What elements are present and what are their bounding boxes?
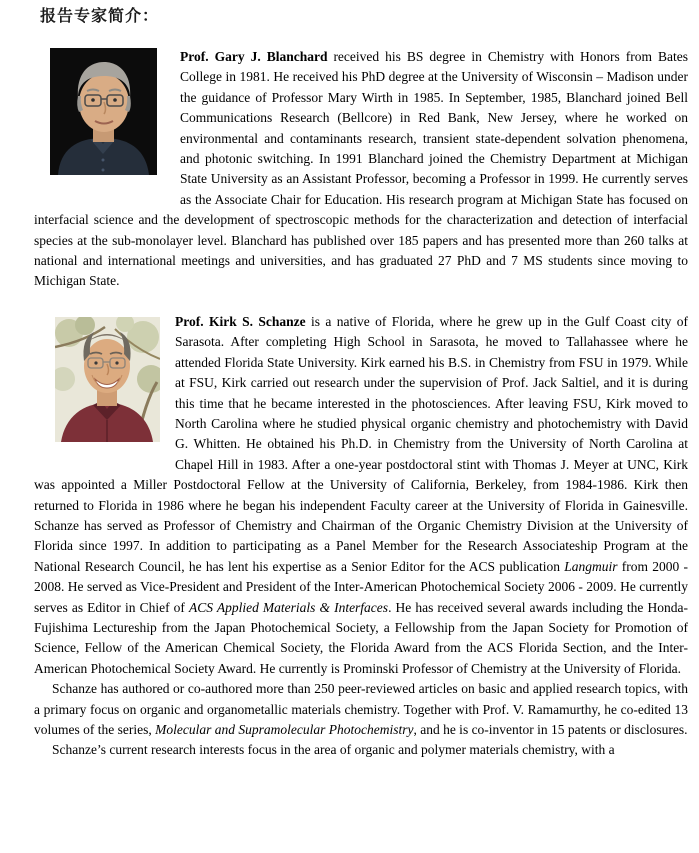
page-title: 报告专家简介： <box>40 8 160 25</box>
blanchard-portrait-drawing <box>50 48 157 175</box>
publications-text-1: Schanze has authored or co-authored more than 250 peer-reviewed articles on basic and applied research topics, with a primary focus on organic and organometallic materials chemistry. Together with Prof. V. Ramamurthy, he co-edited 13 volumes of the series, <box>34 681 688 737</box>
schanze-bio-text-3: . He has received several awards including the Honda-Fujishima Lectureship from the Japan Photochemical Society, a Fellowship from the Japan Society for Promotion of Science, Fellow of the American Chemical Society, the Florida Award from the ACS Florida Section, and the Inter-American Photochemical Society Award. He currently is Prominski Professor of Chemistry at the University of Florida. <box>34 599 689 676</box>
book-series-title: Molecular and Supramolecular Photochemistry <box>155 722 414 737</box>
schanze-bio-text-2: from 2000 - 2008. He served as Vice-President and President of the Inter-American Photochemical Society 2006 - 2009. He currently serves as Editor in Chief of <box>34 558 688 615</box>
schanze-portrait-photo <box>55 317 160 442</box>
blanchard-portrait-photo <box>50 48 157 175</box>
blanchard-bio-text: received his BS degree in Chemistry with Honors from Bates College in 1981. He received his PhD degree at the University of Wisconsin – Madison under the guidance of Professor Mary Wirth in 1985. In September, 1985, Blanchard joined Bell Communications Research (Bellcore) in Red Bank, New Jersey, where he worked on environmental and contaminants research, transient state-dependent solvation phenomena, and photonic switching. In 1991 Blanchard joined the Chemistry Department at Michigan State University as an Assistant Professor, becoming a Professor in 1999. He currently serves as the Associate Chair for Education. His research program at Michigan State has focused on interfacial science and the development of spectroscopic methods for the characterization and detection of interfacial species at the sub-monolayer level. Blanchard has published over 185 papers and has presented more than 260 talks at national and international meetings and universities, and has graduated 27 PhD and 7 MS students since moving to Michigan State. <box>34 49 688 289</box>
schanze-publications-paragraph <box>34 679 688 740</box>
journal-title-langmuir: Langmuir <box>564 558 618 574</box>
research-interests-text: Schanze’s current research interests focus in the area of organic and polymer materials chemistry, with a <box>52 742 615 758</box>
schanze-name: Prof. Kirk S. Schanze <box>175 313 306 329</box>
publications-text-2: , and he is co-inventor in 15 patents or disclosures. <box>413 722 688 737</box>
journal-title-acs-ami: ACS Applied Materials & Interfaces <box>188 599 389 615</box>
schanze-bio-text-1: is a native of Florida, where he grew up in the Gulf Coast city of Sarasota. After completing High School in Sarasota, he moved to Tallahassee where he attended Florida State University. Kirk earned his B.S. in Chemistry from FSU in 1979. While at FSU, Kirk carried out research under the supervision of Prof. Jack Saltiel, and it is during this time that he became interested in the photosciences. After leaving FSU, Kirk moved to North Carolina where he studied physical organic chemistry and photochemistry with David G. Whitten. He obtained his Ph.D. in Chemistry from the University of North Carolina at Chapel Hill in 1983. After a one-year postdoctoral stint with Thomas J. Meyer at UNC, Kirk was appointed a Miller Postdoctoral Fellow at the University of California, Berkeley, from 1984-1986. Kirk then returned to Florida in 1986 where he began his independent Faculty career at the University of Florida in Gainesville. Schanze has served as Professor of Chemistry and Chairman of the Organic Chemistry Division at the University of Florida since 1997. In addition to participating as a Panel Member for the Research Associateship Program at the National Research Council, he has lent his expertise as a Senior Editor for the ACS publication <box>34 313 688 574</box>
bio-section-schanze <box>34 312 688 761</box>
schanze-portrait-drawing <box>55 317 160 442</box>
blanchard-name: Prof. Gary J. Blanchard <box>180 49 328 64</box>
bio-section-blanchard <box>34 47 688 292</box>
schanze-research-paragraph <box>34 740 688 760</box>
